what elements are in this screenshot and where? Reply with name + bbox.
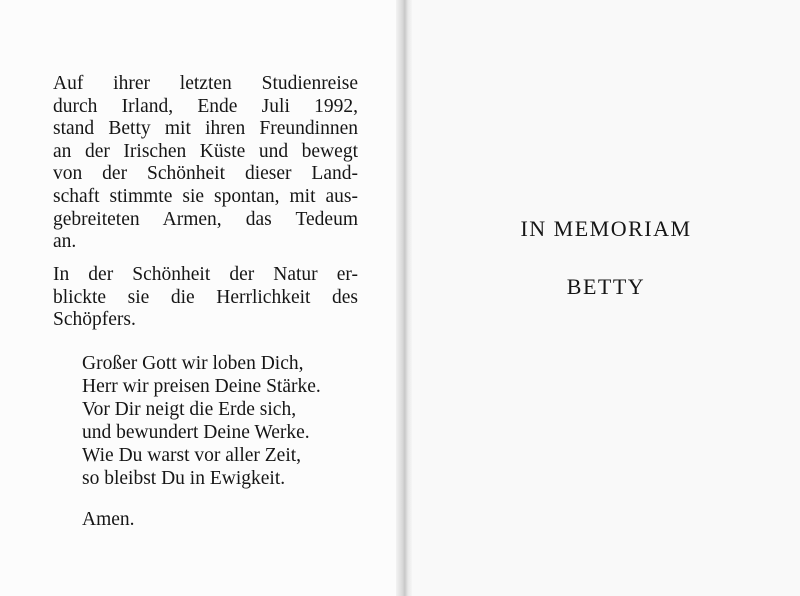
paragraph-nature xyxy=(53,264,358,332)
card-fold xyxy=(396,0,412,596)
verse-line: Vor Dir neigt die Erde sich, xyxy=(82,399,297,420)
hymn-verse xyxy=(82,352,321,490)
text-line: Auf ihrer letzten Studienreise xyxy=(53,73,358,94)
text-line: Schöpfers. xyxy=(53,309,136,331)
text-line: schaft stimmte sie spontan, mit aus- xyxy=(53,185,358,207)
verse-line: Großer Gott wir loben Dich, xyxy=(82,353,304,374)
text-line: an der Irischen Küste und bewegt xyxy=(53,140,358,162)
text-line: von der Schönheit dieser Land- xyxy=(53,163,358,185)
text-line: blickte sie die Herrlichkeit des xyxy=(53,286,358,308)
verse-line: und bewundert Deine Werke. xyxy=(82,422,310,443)
deceased-name: BETTY xyxy=(566,274,646,299)
closing-amen: Amen. xyxy=(82,509,135,530)
text-line: stand Betty mit ihren Freundinnen xyxy=(53,118,358,140)
text-line: gebreiteten Armen, das Tedeum xyxy=(53,208,358,230)
memoriam-heading: IN MEMORIAM xyxy=(520,216,692,241)
verse-line: so bleibst Du in Ewigkeit. xyxy=(82,468,286,489)
verse-line: Herr wir preisen Deine Stärke. xyxy=(82,376,321,397)
text-line: durch Irland, Ende Juli 1992, xyxy=(53,95,358,117)
paragraph-trip xyxy=(53,73,358,254)
text-line: an. xyxy=(53,231,77,253)
text-line: In der Schönheit der Natur er- xyxy=(53,264,358,285)
verse-line: Wie Du warst vor aller Zeit, xyxy=(82,445,302,466)
